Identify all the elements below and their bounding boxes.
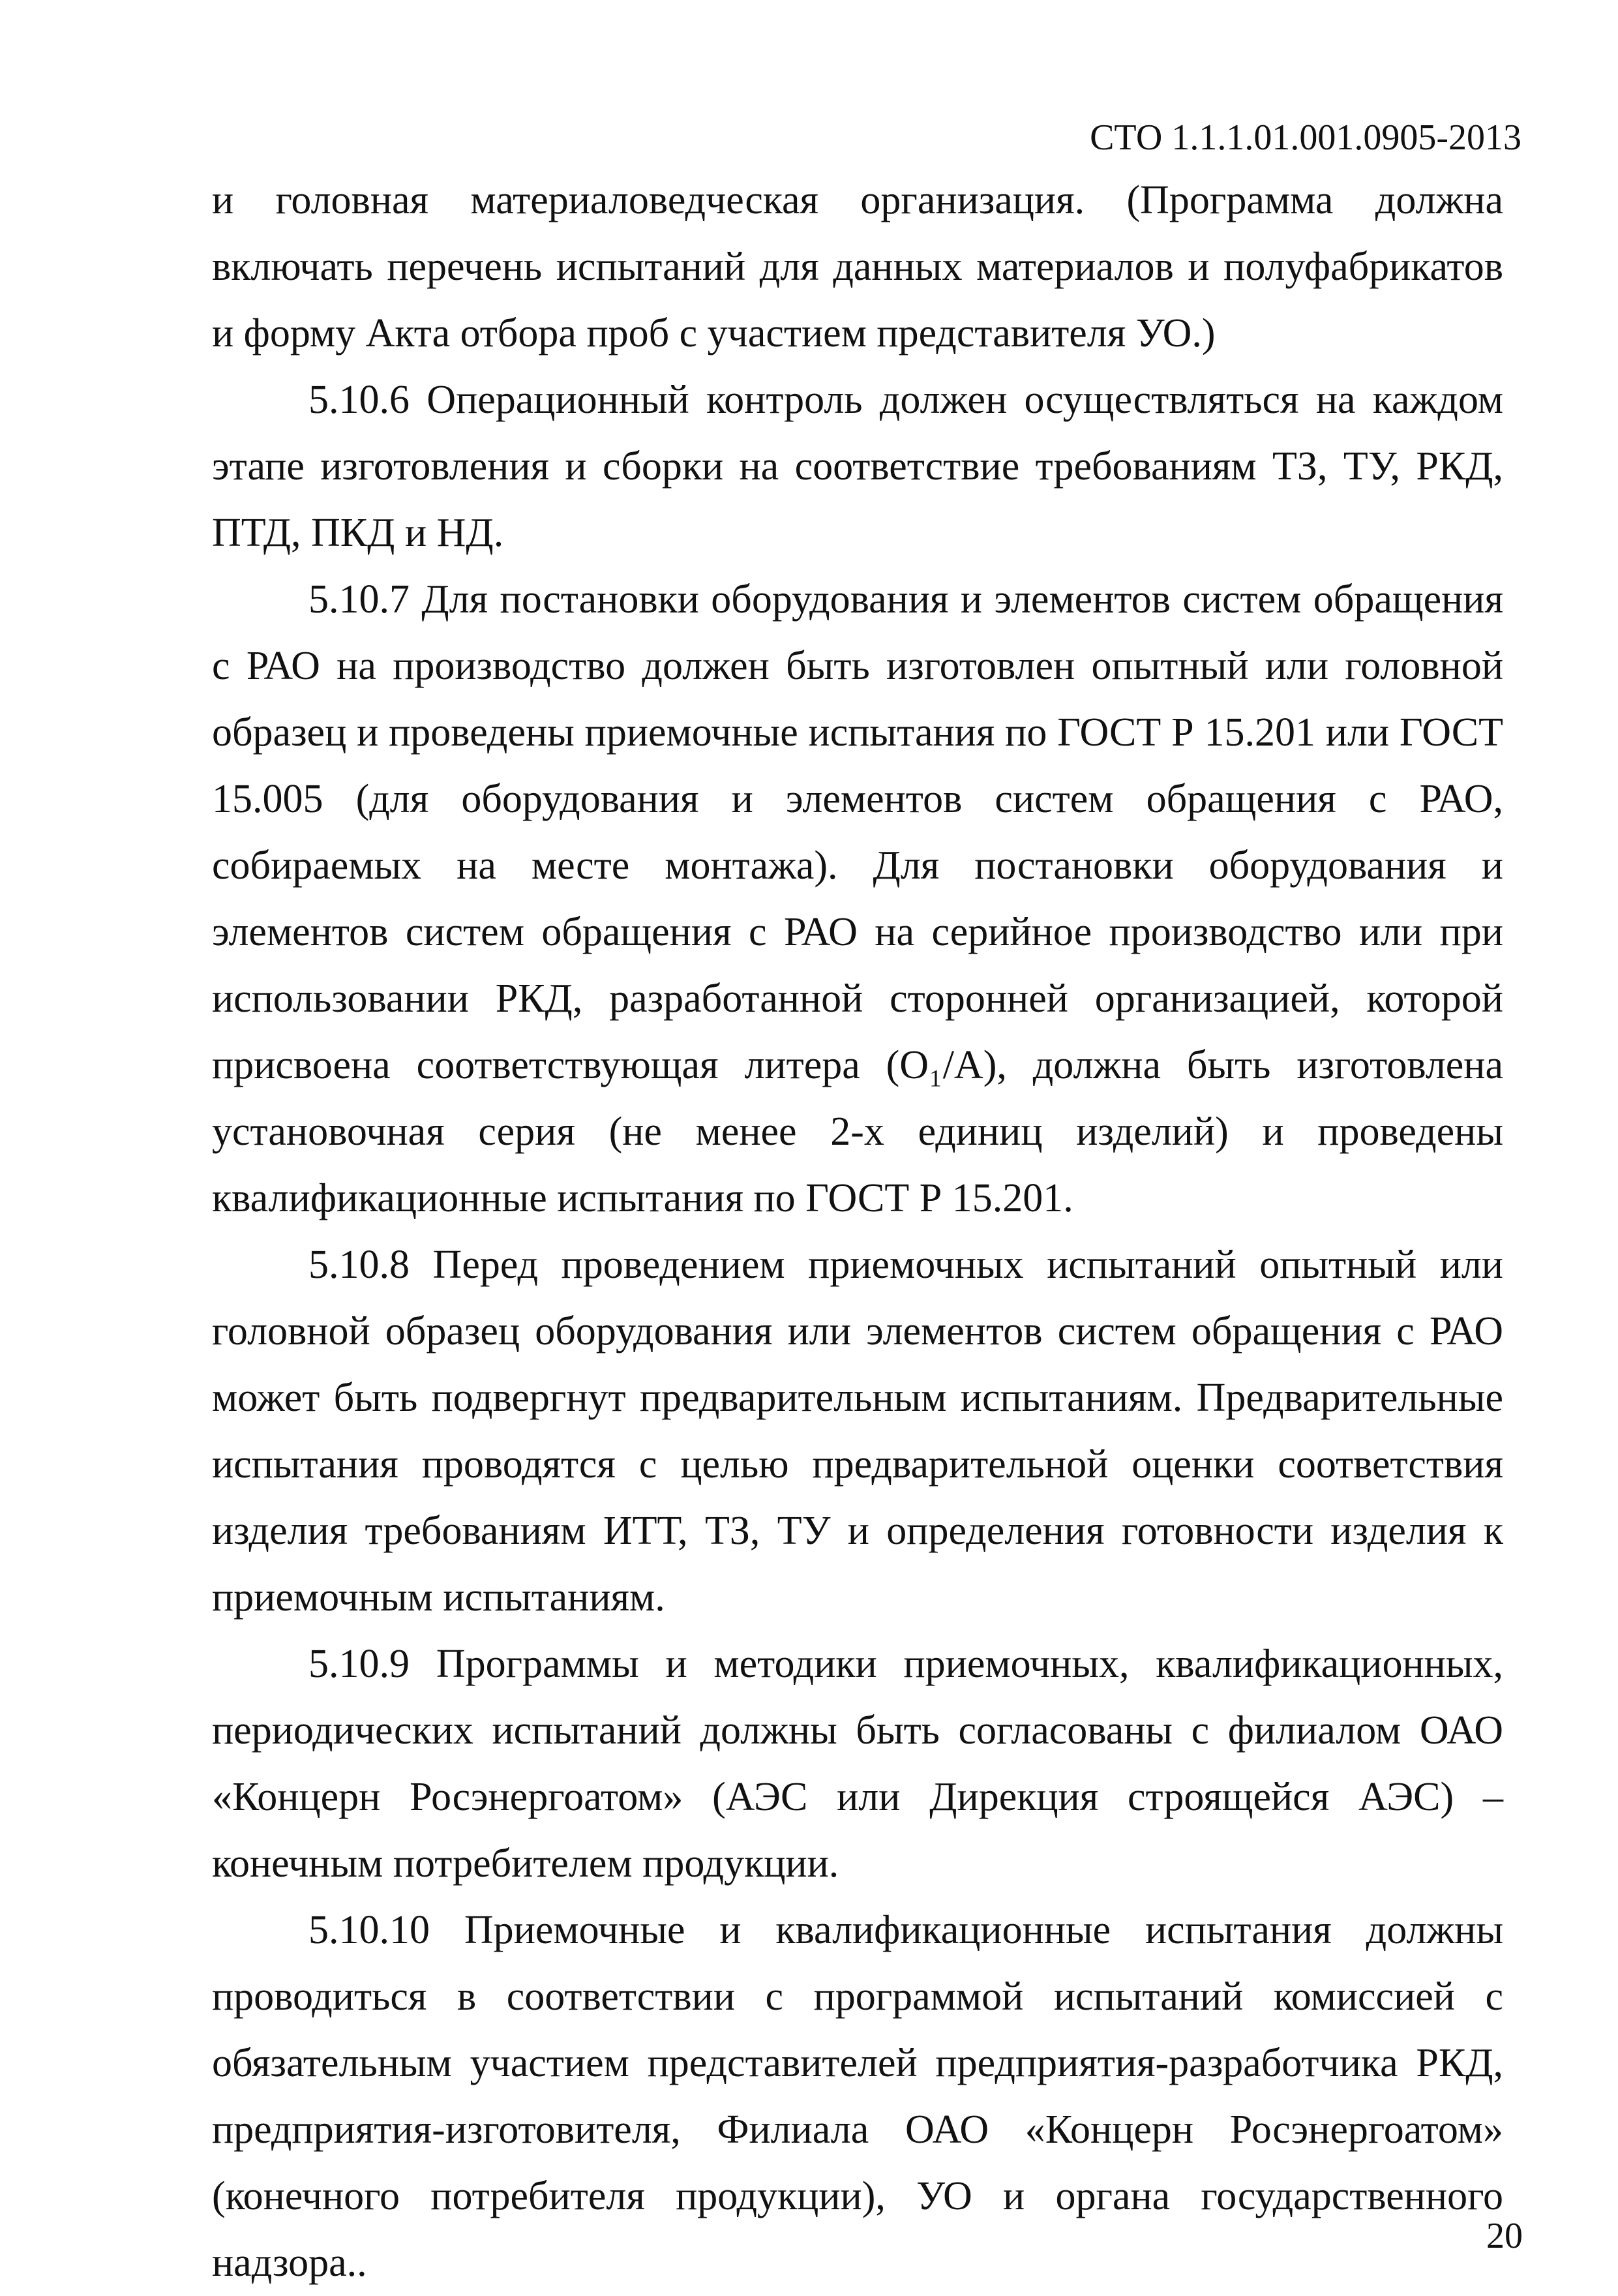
paragraph-5-10-7: 5.10.7 Для постановки оборудования и элементов систем обращения с РАО на производство должен быть изготовлен опытный или головной образец и проведены приемочные испытания по ГОСТ Р 15.201 или ГОСТ 15.005 (для оборудования и элементов систем обращения с РАО, собираемых на месте монтажа). Для постановки оборудования и элементов систем обращения с РАО на серийное производство или при использовании РКД, разработанной сторонней организацией, которой присвоена соответствующая литера (О₁/А), должна быть изготовлена установочная серия (не менее 2-х единиц изделий) и проведены квалификационные испытания по ГОСТ Р 15.201. [212,577,1503,1220]
page-number: 20 [1486,2216,1523,2256]
document-code-header: СТО 1.1.1.01.001.0905-2013 [1090,117,1521,158]
document-body [212,167,1503,2296]
paragraph-5-10-9: 5.10.9 Программы и методики приемочных, квалификационных, периодических испытаний должны быть согласованы с филиалом ОАО «Концерн Росэнергоатом» (АЭС или Дирекция строящейся АЭС) – конечным потребителем продукции. [212,1642,1503,1886]
paragraph-5-10-6: 5.10.6 Операционный контроль должен осуществляться на каждом этапе изготовления и сборки на соответствие требованиям ТЗ, ТУ, РКД, ПТД, ПКД и НД. [212,378,1503,555]
paragraph-continuation: и головная материаловедческая организация. (Программа должна включать перечень испытаний для данных материалов и полуфабрикатов и форму Акта отбора проб с участием представителя УО.) [212,178,1503,355]
paragraph-5-10-10: 5.10.10 Приемочные и квалификационные испытания должны проводиться в соответствии с программой испытаний комиссией с обязательным участием представителей предприятия-разработчика РКД, предприятия-изготовителя, Филиала ОАО «Концерн Росэнергоатом» (конечного потребителя продукции), УО и органа государственного надзора.. [212,1908,1503,2285]
paragraph-5-10-8: 5.10.8 Перед проведением приемочных испытаний опытный или головной образец оборудования или элементов систем обращения с РАО может быть подвергнут предварительным испытаниям. Предварительные испытания проводятся с целью предварительной оценки соответствия изделия требованиям ИТТ, ТЗ, ТУ и определения готовности изделия к приемочным испытаниям. [212,1243,1503,1620]
